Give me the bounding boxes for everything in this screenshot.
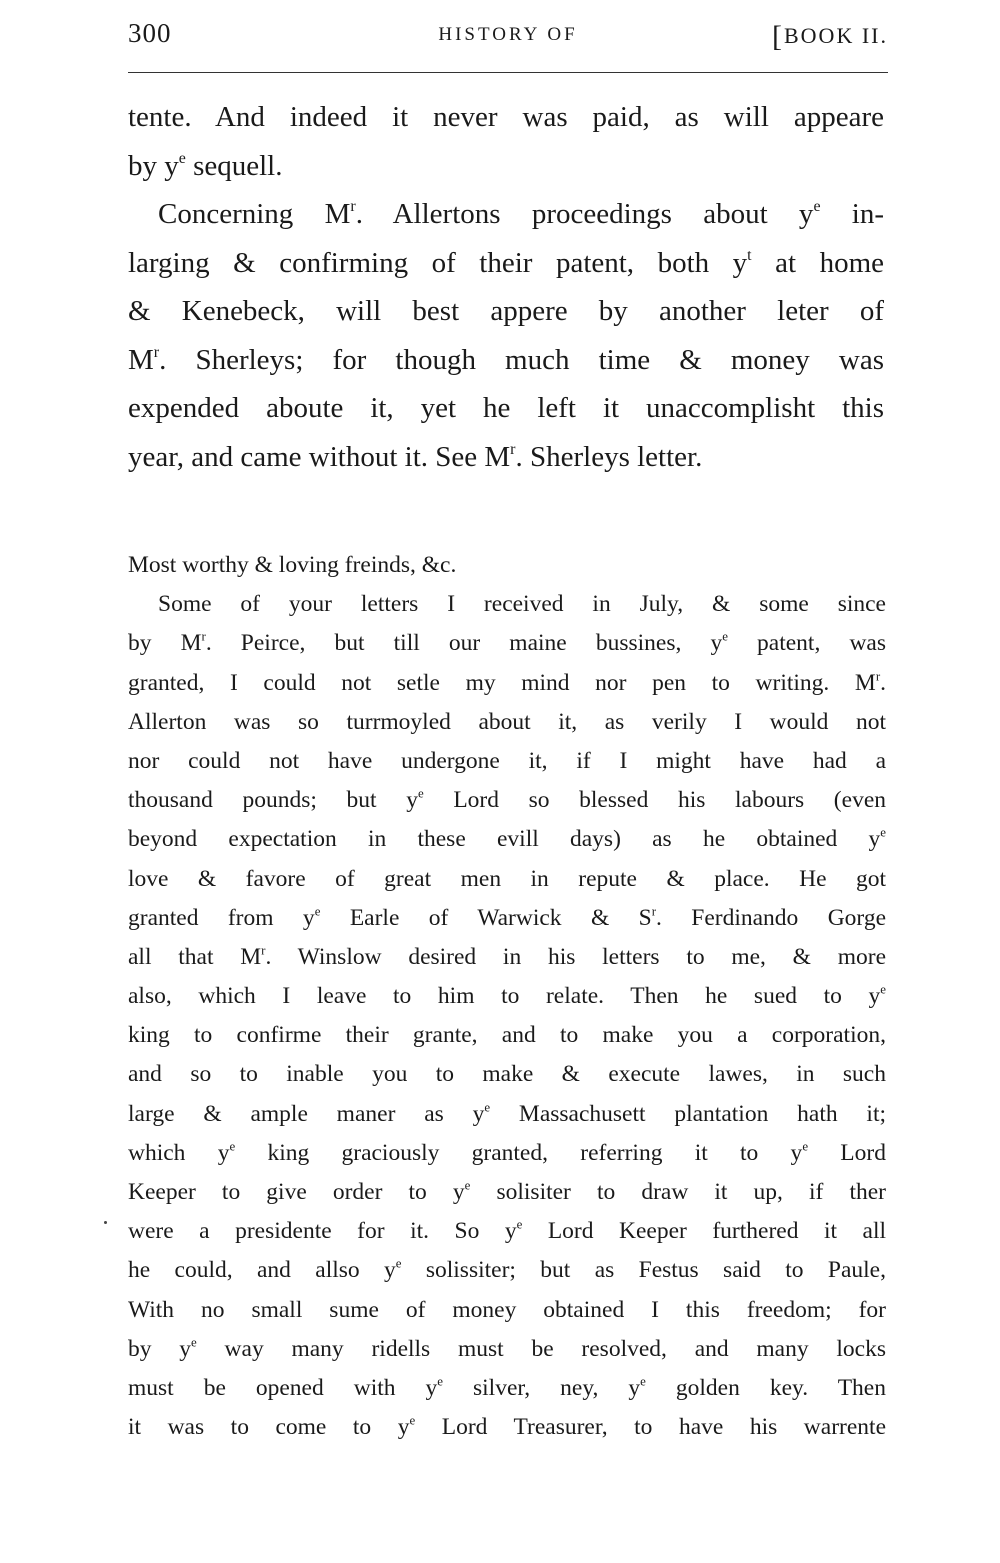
letter-line: With no small sume of money obtained I this freedom; for [128,1296,886,1323]
narrative-line: larging & confirming of their patent, both $y^t$ at home [128,246,884,279]
letter-line: by $y^e$ way many ridells must be resolved, and many locks [128,1334,886,1362]
letter-line: all that $M^r$. Winslow desired in his letters to me, & more [128,942,886,970]
letter-line: Allerton was so turrmoyled about it, as verily I would not [128,708,886,735]
letter-line: beyond expectation in these evill days) as he obtained $y^e$ [128,824,886,853]
letter-line: also, which I leave to him to relate. Then he sued to $y^e$ [128,981,886,1010]
letter-line: which $y^e$ king graciously granted, referring it to $y^e$ Lord [128,1138,886,1166]
letter-line: nor could not have undergone it, if I might have had a [128,747,886,774]
header-rule [128,72,888,73]
letter-line: large & ample maner as $y^e$ Massachusett plantation hath it; [128,1098,886,1127]
letter-line: Keeper to give order to $y^e$ solisiter to draw it up, if ther [128,1177,886,1205]
narrative-line: tente. And indeed it never was paid, as will appeare [128,101,884,133]
book-bracket: [ [772,20,784,53]
letter-line: granted from $y^e$ Earle of Warwick & $S^r$. Ferdinando Gorge [128,903,886,931]
running-header [128,18,888,58]
narrative-line: expended aboute it, yet he left it unaccomplisht this [128,392,884,424]
book-label-text: BOOK II. [784,23,888,48]
letter-line: he could, and allso $y^e$ solissiter; but as Festus said to Paule, [128,1255,886,1284]
letter-line: granted, I could not setle my mind nor pen to writing. $M^r$. [128,667,886,696]
letter-line: thousand pounds; but $y^e$ Lord so blessed his labours (even [128,785,886,814]
letter-line: king to confirme their grante, and to make you a corporation, [128,1022,886,1049]
letter-line: Some of your letters I received in July, & some since [158,591,886,618]
narrative-line: & Kenebeck, will best appere by another leter of [128,295,884,327]
narrative-line: year, and came without it. See $M^r$. Sherleys letter. [128,440,703,473]
letter-line: it was to come to $y^e$ Lord Treasurer, to have his warrente [128,1412,886,1441]
running-title: HISTORY OF [438,24,578,45]
page-number: 300 [128,18,172,48]
letter-text [128,546,886,1447]
letter-line: by $M^r$. Peirce, but till our maine bussines, $y^e$ patent, was [128,628,886,657]
letter-salutation: Most worthy & loving freinds, &c. [128,552,457,578]
narrative-text [128,93,884,481]
book-label [772,20,888,54]
letter-line: love & favore of great men in repute & place. He got [128,865,886,892]
letter-line: must be opened with $y^e$ silver, ney, $y^e$ golden key. Then [128,1373,886,1401]
narrative-line: by $y^e$ sequell. [128,149,283,182]
letter-line: were a presidente for it. So $y^e$ Lord Keeper furthered it all [128,1216,886,1245]
narrative-line: $M^r$. Sherleys; for though much time & money was [128,343,884,376]
narrative-line: Concerning $M^r$. Allertons proceedings about $y^e$ in- [158,198,884,230]
letter-line: and so to inable you to make & execute lawes, in such [128,1061,886,1088]
margin-speck [104,1221,107,1224]
